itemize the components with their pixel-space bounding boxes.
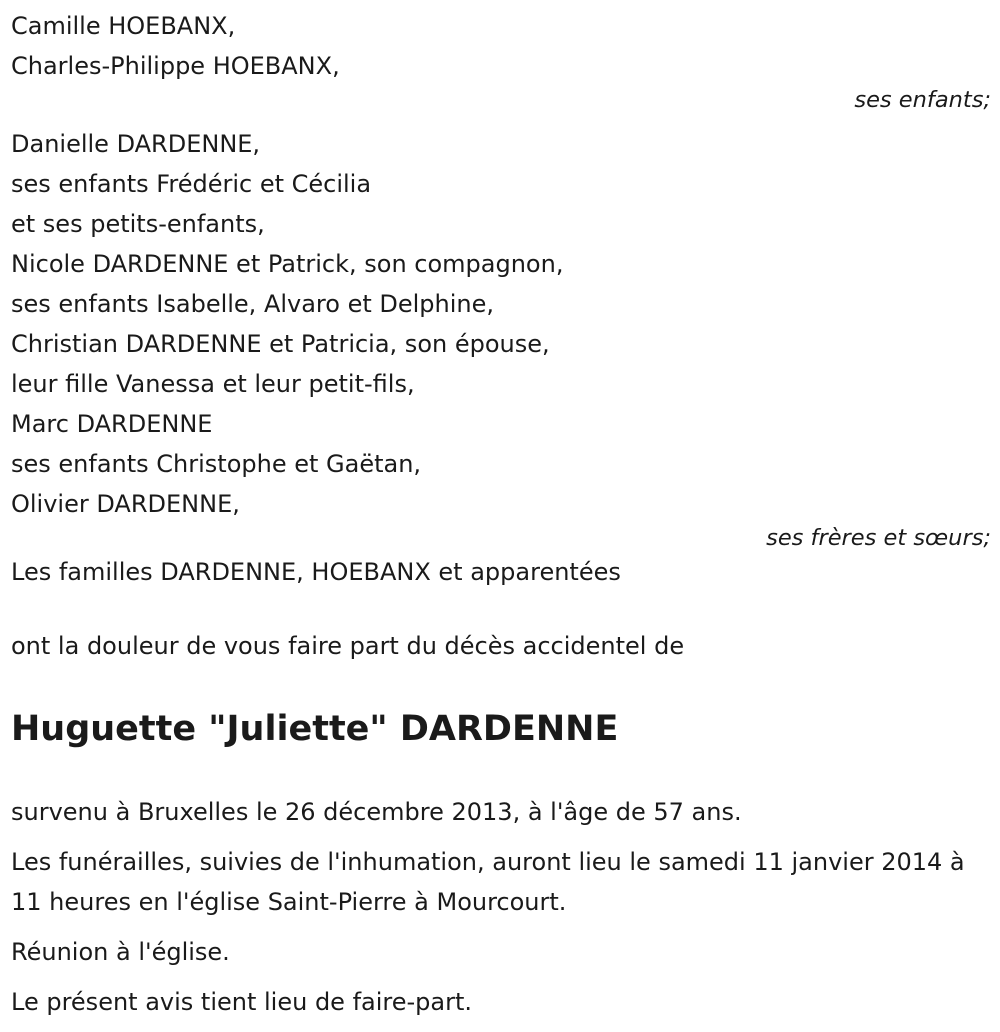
notice-statement: Le présent avis tient lieu de faire-part. <box>11 988 473 1016</box>
sibling-line: Christian DARDENNE et Patricia, son épouse, <box>11 330 550 358</box>
siblings-section <box>11 124 991 552</box>
sibling-line: Nicole DARDENNE et Patrick, son compagnon, <box>11 250 564 278</box>
announcement-line: ont la douleur de vous faire part du décès accidentel de <box>11 632 685 660</box>
children-role: ses enfants; <box>854 87 991 113</box>
siblings-role: ses frères et sœurs; <box>766 525 991 551</box>
sibling-line: Olivier DARDENNE, <box>11 490 240 518</box>
sibling-line: leur fille Vanessa et leur petit-fils, <box>11 370 415 398</box>
meeting-details: Réunion à l'église. <box>11 938 230 966</box>
deceased-name: Huguette "Juliette" DARDENNE <box>11 709 619 749</box>
death-details: survenu à Bruxelles le 26 décembre 2013, à l'âge de 57 ans. <box>11 798 742 826</box>
children-section <box>11 6 991 114</box>
sibling-line: ses enfants Christophe et Gaëtan, <box>11 450 422 478</box>
child-name: Charles-Philippe HOEBANX, <box>11 52 340 80</box>
child-name: Camille HOEBANX, <box>11 12 236 40</box>
sibling-line: et ses petits-enfants, <box>11 210 265 238</box>
sibling-line: ses enfants Frédéric et Cécilia <box>11 170 372 198</box>
sibling-line: ses enfants Isabelle, Alvaro et Delphine, <box>11 290 495 318</box>
funeral-details: Les funérailles, suivies de l'inhumation, auront lieu le samedi 11 janvier 2014 à 11 heures en l'église Saint-Pierre à Mourcourt. <box>11 848 965 916</box>
families-line: Les familles DARDENNE, HOEBANX et apparentées <box>11 558 621 586</box>
sibling-line: Danielle DARDENNE, <box>11 130 261 158</box>
sibling-line: Marc DARDENNE <box>11 410 213 438</box>
death-notice <box>11 6 991 1032</box>
